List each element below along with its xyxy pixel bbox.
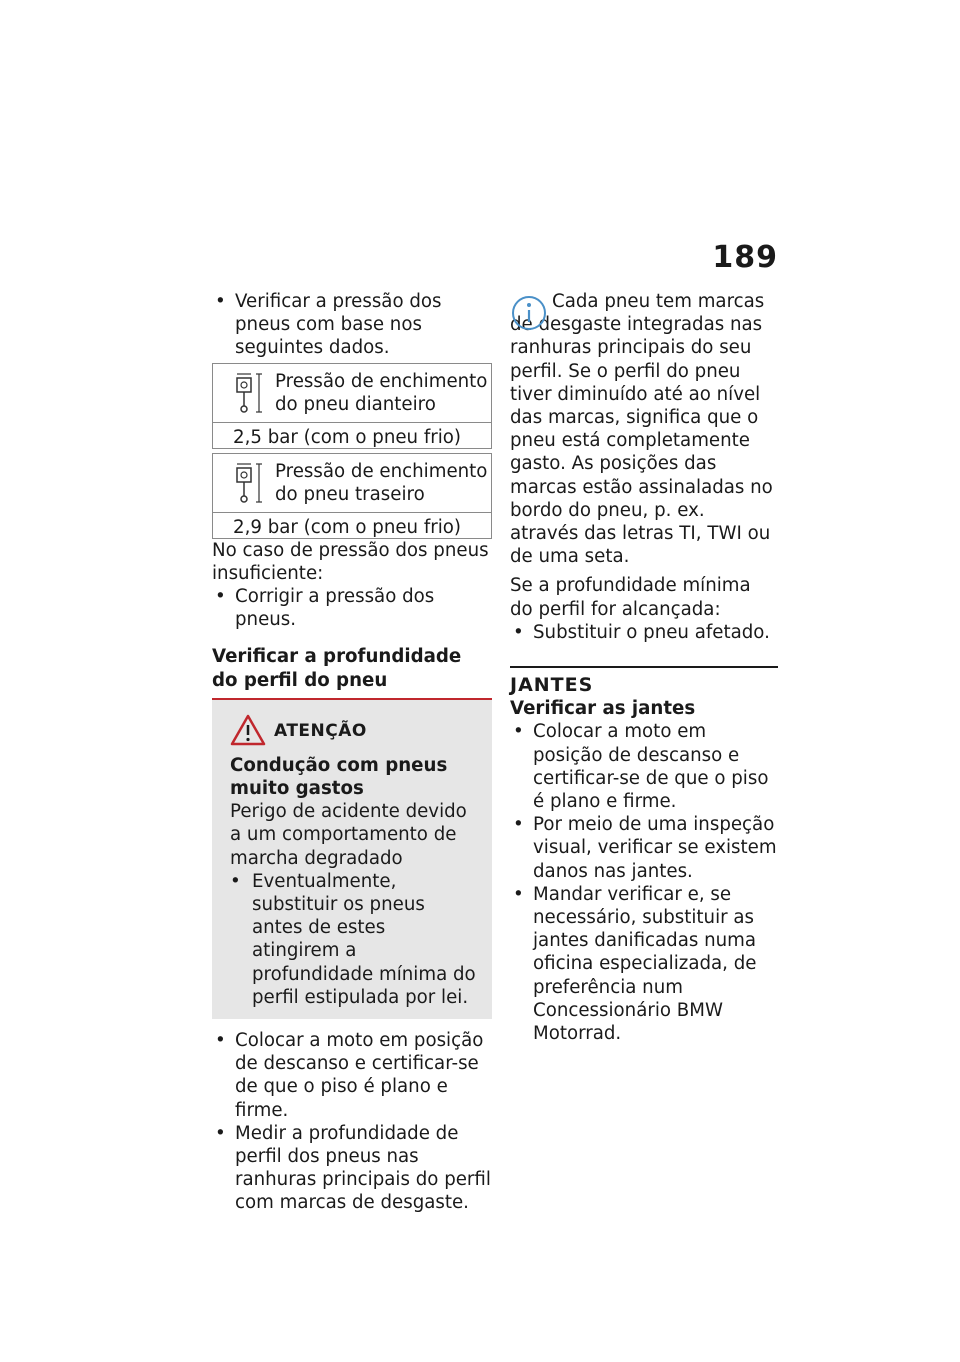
correct-bullet: • Corrigir a pressão dos pneus.: [212, 585, 492, 631]
rear-pressure-label: Pressão de enchimento do pneu traseiro: [275, 460, 488, 505]
front-pressure-table: [212, 363, 492, 449]
list-item: • Medir a profundidade de perfil dos pneus nas ranhuras principais do perfil com marcas de desgaste.: [212, 1122, 492, 1215]
rear-pressure-value: 2,9 bar (com o pneu frio): [233, 516, 462, 538]
warning-bullet: • Eventualmente, substituir os pneus antes de estes atingirem a profundidade mínima do perfil estipulada por lei.: [230, 870, 476, 1009]
warning-subtitle: Condução com pneus muito gastos: [230, 754, 448, 800]
intro-bullet: • Verificar a pressão dos pneus com base nos seguintes dados.: [212, 290, 492, 360]
warning-box: [212, 698, 492, 1019]
insufficient-text: No caso de pressão dos pneus insuficiente:: [212, 539, 489, 584]
section-title: JANTES: [510, 666, 778, 697]
list-item: • Colocar a moto em posição de descanso e certificar-se de que o piso é plano e firme.: [212, 1029, 492, 1122]
front-pressure-value: 2,5 bar (com o pneu frio): [233, 426, 462, 448]
rear-pressure-table: [212, 453, 492, 539]
right-column: [510, 290, 778, 1045]
info-icon: [510, 292, 548, 332]
left-column: [212, 290, 492, 1215]
warning-text: Perigo de acidente devido a um comportamento de marcha degradado: [230, 801, 467, 869]
tread-depth-heading: Verificar a profundidade do perfil do pneu: [212, 646, 462, 691]
warning-title: ATENÇÃO: [274, 720, 367, 741]
front-pressure-label: Pressão de enchimento do pneu dianteiro: [275, 370, 488, 415]
info-text: Cada pneu tem marcas de desgaste integradas nas ranhuras principais do seu perfil. Se o perfil do pneu tiver diminuído até ao nível das marcas, significa que o pneu está completamente gasto. As posições das marcas estão assinaladas no bordo do pneu, p. ex. através das letras TI, TWI ou de uma seta.: [510, 291, 773, 568]
list-item: • Mandar verificar e, se necessário, substituir as jantes danificadas numa oficina especializada, de preferência num Concessionário BMW Motorrad.: [510, 883, 778, 1045]
tire-gauge-icon: [235, 460, 265, 506]
rims-heading: Verificar as jantes: [510, 698, 696, 720]
page-number: 189: [712, 240, 778, 275]
min-depth-text: Se a profundidade mínima do perfil for alcançada:: [510, 575, 751, 620]
list-item: • Colocar a moto em posição de descanso e certificar-se de que o piso é plano e firme.: [510, 720, 778, 813]
list-item: • Por meio de uma inspeção visual, verificar se existem danos nas jantes.: [510, 813, 778, 883]
replace-bullet: • Substituir o pneu afetado.: [510, 621, 778, 644]
warning-icon: [230, 714, 266, 746]
tire-gauge-icon: [235, 370, 265, 416]
